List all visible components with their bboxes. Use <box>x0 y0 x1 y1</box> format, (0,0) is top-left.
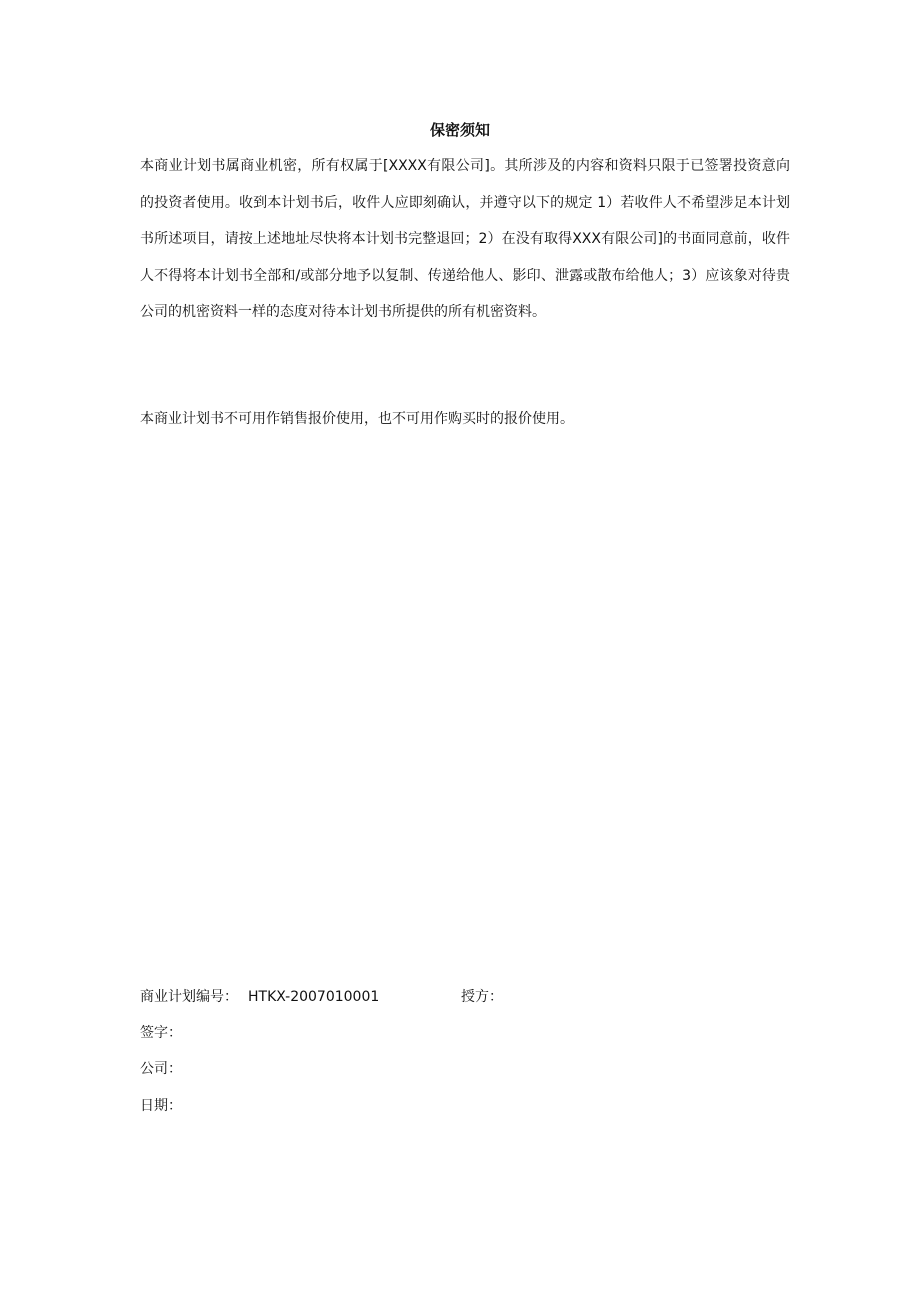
grantee-label: 授方： <box>461 989 503 1005</box>
plan-number-row <box>140 985 780 1009</box>
document-title: 保密须知 <box>429 121 490 139</box>
confidentiality-paragraph: 本商业计划书属商业机密，所有权属于[XXXX有限公司]。其所涉及的内容和资料只限于已签署投资意向的投资者使用。收到本计划书后，收件人应即刻确认，并遵守以下的规定 1）若收件人不希望涉足本计划书所述项目，请按上述地址尽快将本计划书完整退回；2）在没有取得XXX有限公司]的书面同意前，收件人不得将本计划书全部和/或部分地予以复制、传递给他人、影印、泄露或散布给他人；3）应该象对待贵公司的机密资料一样的态度对待本计划书所提供的所有机密资料。 <box>140 158 790 320</box>
date-label: 日期： <box>140 1098 182 1114</box>
company-row <box>140 1057 182 1081</box>
signature-label: 签字： <box>140 1025 182 1041</box>
signature-row <box>140 1021 182 1045</box>
date-row <box>140 1094 182 1118</box>
usage-restriction-paragraph: 本商业计划书不可用作销售报价使用，也不可用作购买时的报价使用。 <box>140 411 574 427</box>
company-label: 公司： <box>140 1061 182 1077</box>
plan-number-label: 商业计划编号： <box>140 989 238 1005</box>
plan-number-value: HTKX-2007010001 <box>248 989 380 1005</box>
